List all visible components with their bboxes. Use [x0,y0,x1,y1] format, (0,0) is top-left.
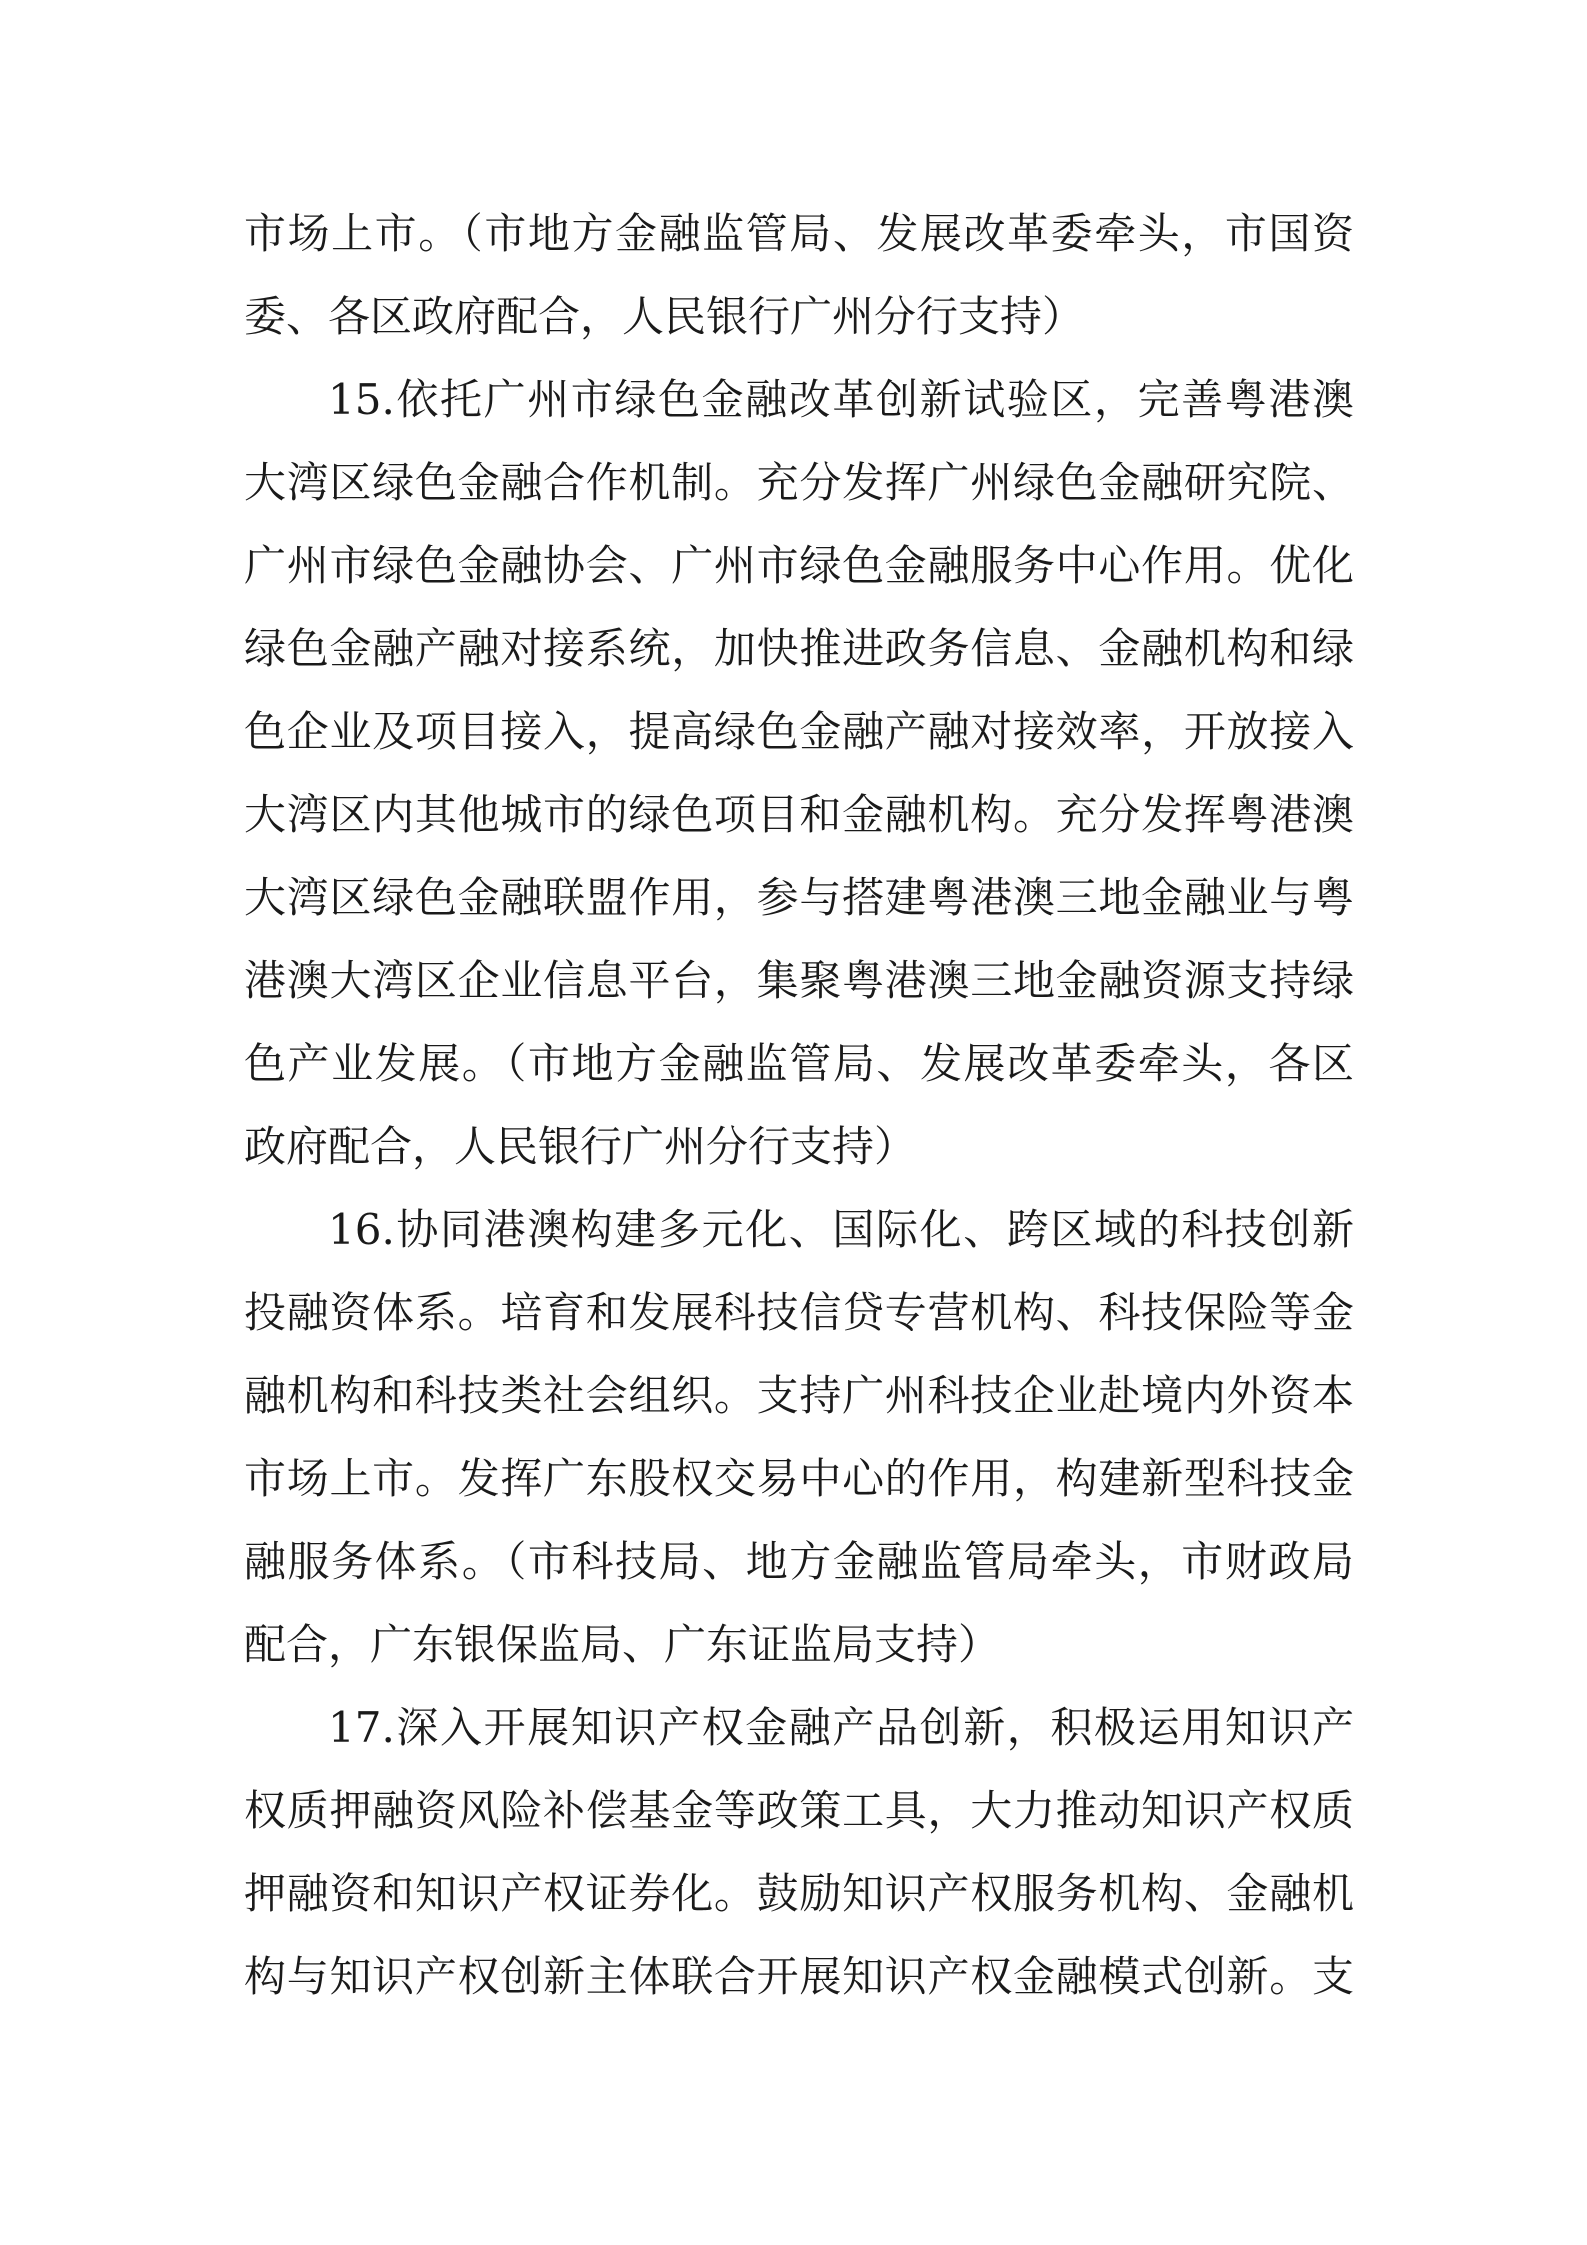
text-line [0,1364,1587,1428]
line-text: 大湾区绿色金融合作机制。充分发挥广州绿色金融研究院、 [244,458,1354,507]
line-text: 色企业及项目接入，提高绿色金融产融对接效率，开放接入 [244,707,1354,756]
text-line [0,451,1587,515]
line-text: 广州市绿色金融协会、广州市绿色金融服务中心作用。优化 [244,541,1354,590]
text-line [0,1613,1587,1677]
text-line [0,285,1587,349]
line-text: 构与知识产权创新主体联合开展知识产权金融模式创新。支 [244,1952,1354,2001]
line-text: 委、各区政府配合，人民银行广州分行支持） [244,292,1085,341]
text-line [0,1447,1587,1511]
line-text: 绿色金融产融对接系统，加快推进政务信息、金融机构和绿 [244,624,1354,673]
line-text: 融服务体系。（市科技局、地方金融监管局牵头，市财政局 [244,1537,1354,1586]
text-line [0,1032,1587,1096]
line-text: 融机构和科技类社会组织。支持广州科技企业赴境内外资本 [244,1371,1354,1420]
text-line [0,1530,1587,1594]
line-text: 15.依托广州市绿色金融改革创新试验区，完善粤港澳 [328,375,1354,424]
paragraph-17-first-line [0,1696,1587,1760]
text-line [0,949,1587,1013]
paragraph-15-first-line [0,368,1587,432]
text-line [0,534,1587,598]
text-line [0,866,1587,930]
paragraph-16-first-line [0,1198,1587,1262]
line-text: 16.协同港澳构建多元化、国际化、跨区域的科技创新 [328,1205,1354,1254]
line-text: 权质押融资风险补偿基金等政策工具，大力推动知识产权质 [244,1786,1354,1835]
line-text: 色产业发展。（市地方金融监管局、发展改革委牵头，各区 [244,1039,1354,1088]
line-text: 大湾区内其他城市的绿色项目和金融机构。充分发挥粤港澳 [244,790,1354,839]
text-line [0,1115,1587,1179]
text-line [0,202,1587,266]
line-text: 大湾区绿色金融联盟作用，参与搭建粤港澳三地金融业与粤 [244,873,1354,922]
line-text: 17.深入开展知识产权金融产品创新，积极运用知识产 [328,1703,1354,1752]
text-line [0,1862,1587,1926]
line-text: 港澳大湾区企业信息平台，集聚粤港澳三地金融资源支持绿 [244,956,1354,1005]
line-text: 市场上市。发挥广东股权交易中心的作用，构建新型科技金 [244,1454,1354,1503]
line-text: 投融资体系。培育和发展科技信贷专营机构、科技保险等金 [244,1288,1354,1337]
text-line [0,1945,1587,2009]
line-text: 市场上市。（市地方金融监管局、发展改革委牵头，市国资 [244,209,1354,258]
line-text: 押融资和知识产权证券化。鼓励知识产权服务机构、金融机 [244,1869,1354,1918]
text-line [0,1779,1587,1843]
line-text: 配合，广东银保监局、广东证监局支持） [244,1620,1001,1669]
text-line [0,617,1587,681]
text-line [0,783,1587,847]
text-line [0,1281,1587,1345]
text-line [0,700,1587,764]
line-text: 政府配合，人民银行广州分行支持） [244,1122,917,1171]
